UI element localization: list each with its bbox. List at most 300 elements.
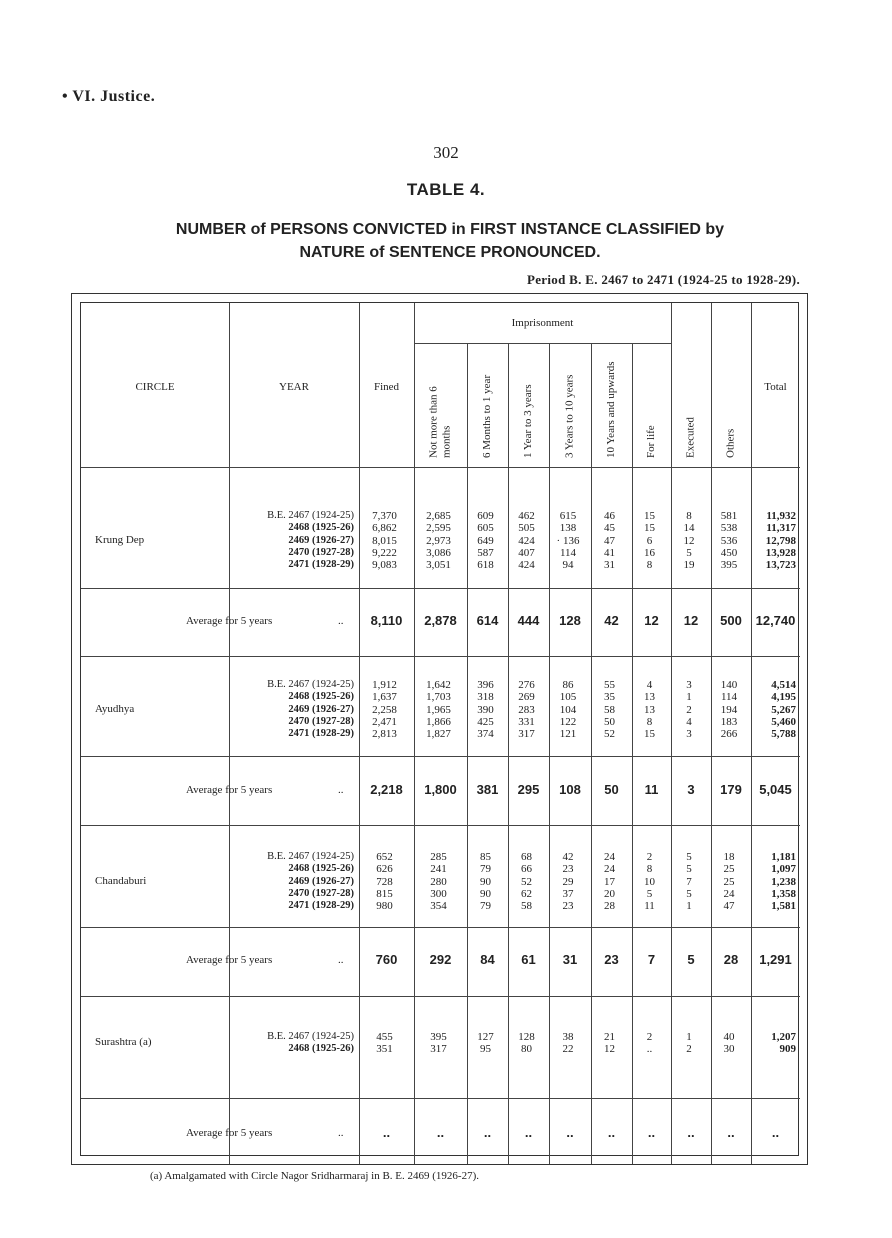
table-cell: 42 bbox=[562, 851, 574, 863]
table-cell: 538 bbox=[720, 522, 738, 535]
table-cell: 52 bbox=[604, 728, 615, 741]
table-cell: 50 bbox=[604, 715, 615, 728]
cell-not-more-6m bbox=[414, 679, 463, 740]
table-cell: 909 bbox=[779, 1043, 796, 1056]
table-cell: 14 bbox=[683, 522, 695, 535]
table-cell: 815 bbox=[376, 887, 393, 900]
table-cell: 38 bbox=[562, 1031, 574, 1043]
table-cell: 20 bbox=[604, 887, 615, 900]
cell-for-life bbox=[632, 679, 667, 740]
cell-y10-up bbox=[591, 510, 628, 571]
year-list bbox=[229, 851, 354, 912]
cell-y10-up bbox=[591, 679, 628, 740]
table-cell: 241 bbox=[430, 863, 447, 876]
average-y3-to-10y: 108 bbox=[559, 782, 581, 797]
table-cell: 105 bbox=[559, 691, 577, 704]
table-cell: 127 bbox=[477, 1031, 494, 1043]
cell-y10-up bbox=[591, 851, 628, 912]
average-others: 28 bbox=[723, 952, 739, 967]
table-cell: 4 bbox=[686, 715, 692, 728]
table-cell: 21 bbox=[604, 1031, 615, 1043]
table-cell: 24 bbox=[723, 887, 735, 900]
average-total: 5,045 bbox=[759, 782, 792, 797]
circle-name: Ayudhya bbox=[95, 702, 135, 715]
header-y10-up: 10 Years and upwards bbox=[605, 361, 617, 458]
average-dots: .. bbox=[338, 784, 344, 796]
table-cell: 395 bbox=[720, 559, 738, 572]
table-cell: 425 bbox=[477, 715, 494, 728]
average-y3-to-10y: 31 bbox=[562, 952, 578, 967]
table-cell: 1,866 bbox=[426, 715, 451, 728]
average-for-life: .. bbox=[647, 1125, 656, 1140]
table-cell: 462 bbox=[518, 510, 535, 522]
cell-not-more-6m bbox=[414, 851, 463, 912]
header-circle: CIRCLE bbox=[135, 381, 175, 393]
table-cell: 1,912 bbox=[372, 679, 397, 691]
table-cell: 424 bbox=[518, 559, 535, 572]
average-y10-up: 50 bbox=[604, 782, 619, 797]
average-y10-up: 23 bbox=[604, 952, 619, 967]
average-m6-to-1y: 614 bbox=[476, 613, 499, 628]
year-list bbox=[229, 510, 354, 571]
table-cell: 587 bbox=[477, 546, 494, 559]
table-cell: 505 bbox=[518, 522, 535, 535]
table-cell: 15 bbox=[644, 728, 655, 741]
table-frame bbox=[71, 293, 808, 1165]
table-title: TABLE 4. bbox=[406, 180, 486, 199]
average-rule bbox=[81, 1098, 800, 1099]
average-rule bbox=[81, 588, 800, 589]
table-cell: 47 bbox=[723, 900, 735, 913]
table-cell: 8 bbox=[646, 863, 653, 876]
average-fined: .. bbox=[382, 1125, 391, 1140]
imprisonment-rule bbox=[414, 343, 671, 344]
average-rule bbox=[81, 756, 800, 757]
table-cell: 1,238 bbox=[771, 875, 796, 888]
table-cell: 8 bbox=[646, 559, 653, 572]
table-cell: 283 bbox=[518, 703, 535, 716]
cell-total bbox=[751, 510, 796, 571]
table-cell: 2,813 bbox=[372, 728, 397, 741]
table-cell: 90 bbox=[480, 875, 491, 888]
table-cell: 29 bbox=[562, 875, 574, 888]
table-cell: 12 bbox=[604, 1043, 615, 1056]
cell-y1-to-3y bbox=[508, 851, 545, 912]
cell-fined bbox=[359, 1031, 410, 1056]
table-cell: 5,788 bbox=[771, 728, 796, 741]
table-cell: 2 bbox=[686, 703, 692, 716]
table-cell: 1,642 bbox=[426, 679, 451, 691]
table-cell: 35 bbox=[604, 691, 615, 704]
average-others: 179 bbox=[720, 782, 742, 797]
table-cell: 86 bbox=[562, 679, 574, 691]
cell-total bbox=[751, 851, 796, 912]
cell-y3-to-10y bbox=[549, 510, 587, 571]
table-cell: 615 bbox=[559, 510, 577, 522]
cell-not-more-6m bbox=[414, 510, 463, 571]
cell-m6-to-1y bbox=[467, 851, 504, 912]
table-cell: 7,370 bbox=[372, 510, 397, 522]
table-cell: 122 bbox=[559, 715, 577, 728]
table-cell: 980 bbox=[376, 900, 393, 913]
table-cell: 47 bbox=[604, 534, 615, 547]
header-y3-to-10y: 3 Years to 10 years bbox=[563, 374, 576, 458]
year-label: 2469 (1926-27) bbox=[288, 703, 354, 715]
table-cell: 8 bbox=[646, 715, 653, 728]
table-cell: 269 bbox=[518, 691, 535, 704]
table-cell: 5,460 bbox=[771, 715, 796, 728]
table-cell: 728 bbox=[376, 875, 393, 888]
header-total: Total bbox=[764, 381, 787, 393]
table-cell: 1,637 bbox=[372, 691, 397, 704]
average-m6-to-1y: 381 bbox=[476, 782, 499, 797]
table-cell: 285 bbox=[430, 851, 447, 863]
average-rule bbox=[81, 927, 800, 928]
average-not-more-6m: 2,878 bbox=[424, 613, 457, 628]
header-imprisonment: Imprisonment bbox=[511, 317, 574, 329]
table-cell: 1 bbox=[686, 1031, 692, 1043]
table-cell: 317 bbox=[518, 728, 535, 741]
table-cell: 8 bbox=[686, 510, 692, 522]
table-cell: 1,358 bbox=[771, 887, 796, 900]
table-cell: 183 bbox=[720, 715, 738, 728]
table-cell: 649 bbox=[477, 534, 494, 547]
table-cell: 30 bbox=[723, 1043, 735, 1056]
average-y1-to-3y: 444 bbox=[517, 613, 540, 628]
table-cell: 90 bbox=[480, 887, 491, 900]
header-for-life: For life bbox=[645, 425, 657, 458]
circle-name: Chandaburi bbox=[95, 874, 147, 887]
cell-fined bbox=[359, 510, 410, 571]
table-cell: 424 bbox=[518, 534, 535, 547]
header-not-more-6m: Not more than 6 months bbox=[427, 386, 453, 458]
table-cell: 450 bbox=[720, 546, 738, 559]
year-label: 2468 (1925-26) bbox=[288, 863, 354, 875]
table-cell: 3,086 bbox=[426, 546, 451, 559]
table-cell: 5 bbox=[646, 887, 653, 900]
year-label: 2471 (1928-29) bbox=[288, 559, 354, 571]
year-label: 2468 (1925-26) bbox=[288, 522, 354, 534]
table-cell: 1,207 bbox=[771, 1031, 796, 1043]
table-cell: 396 bbox=[477, 679, 494, 691]
cell-executed bbox=[671, 851, 707, 912]
table-cell: 19 bbox=[683, 559, 695, 572]
table-cell: 94 bbox=[562, 559, 574, 572]
table-cell: 5 bbox=[686, 851, 692, 863]
table-cell: 85 bbox=[480, 851, 491, 863]
table-cell: 15 bbox=[644, 510, 655, 522]
table-cell: 41 bbox=[604, 546, 615, 559]
cell-others bbox=[711, 510, 747, 571]
table-cell: 22 bbox=[562, 1043, 574, 1056]
table-cell: 104 bbox=[559, 703, 577, 716]
table-cell: 194 bbox=[720, 703, 738, 716]
average-not-more-6m: 1,800 bbox=[424, 782, 457, 797]
average-total: .. bbox=[771, 1125, 780, 1140]
table-cell: 318 bbox=[477, 691, 494, 704]
average-others: 500 bbox=[720, 613, 742, 628]
table-cell: 3,051 bbox=[426, 559, 451, 572]
cell-total bbox=[751, 679, 796, 740]
table-cell: 37 bbox=[562, 887, 574, 900]
average-label: Average for 5 years bbox=[186, 1127, 273, 1139]
table-cell: 66 bbox=[521, 863, 532, 876]
cell-y10-up bbox=[591, 1031, 628, 1056]
table-cell: 4 bbox=[646, 679, 653, 691]
table-cell: 121 bbox=[559, 728, 577, 741]
average-total: 12,740 bbox=[755, 613, 796, 628]
table-cell: 2,685 bbox=[426, 510, 451, 522]
header-fined: Fined bbox=[373, 381, 400, 393]
average-for-life: 12 bbox=[644, 613, 659, 628]
heading-line-1: NUMBER of PERSONS CONVICTED in FIRST INSTANCE CLASSIFIED by bbox=[175, 221, 725, 238]
table-heading bbox=[100, 218, 800, 264]
average-m6-to-1y: 84 bbox=[480, 952, 495, 967]
table-cell: 25 bbox=[723, 863, 735, 876]
table-cell: 114 bbox=[559, 546, 577, 559]
year-label: B.E. 2467 (1924-25) bbox=[267, 679, 354, 690]
table-cell: 317 bbox=[430, 1043, 447, 1056]
table-cell: 46 bbox=[604, 510, 615, 522]
table-cell: 581 bbox=[720, 510, 738, 522]
table-cell: 1,097 bbox=[771, 863, 796, 876]
page-number: 302 bbox=[433, 143, 459, 162]
table-cell: 15 bbox=[644, 522, 655, 535]
cell-y1-to-3y bbox=[508, 679, 545, 740]
year-label: B.E. 2467 (1924-25) bbox=[267, 510, 354, 521]
table-cell: 4,514 bbox=[771, 679, 796, 691]
cell-fined bbox=[359, 851, 410, 912]
table-cell: 52 bbox=[521, 875, 532, 888]
table-cell: · 136 bbox=[556, 534, 580, 547]
table-cell: 374 bbox=[477, 728, 494, 741]
heading-line-2: NATURE of SENTENCE PRONOUNCED. bbox=[299, 244, 601, 261]
average-total: 1,291 bbox=[759, 952, 792, 967]
table-cell: 62 bbox=[521, 887, 532, 900]
table-cell: 23 bbox=[562, 863, 574, 876]
section-rule bbox=[81, 656, 800, 657]
footnote: (a) Amalgamated with Circle Nagor Sridharmaraj in B. E. 2469 (1926-27). bbox=[150, 1170, 479, 1182]
table-cell: 1,181 bbox=[771, 851, 796, 863]
average-executed: 12 bbox=[683, 613, 699, 628]
cell-for-life bbox=[632, 510, 667, 571]
table-cell: 3 bbox=[686, 679, 692, 691]
period-line: Period B. E. 2467 to 2471 (1924-25 to 1928-29). bbox=[527, 272, 800, 287]
table-cell: 1,703 bbox=[426, 691, 451, 704]
table-cell: 390 bbox=[477, 703, 494, 716]
table-cell: 1,965 bbox=[426, 703, 451, 716]
table-cell: 351 bbox=[376, 1043, 393, 1056]
table-cell: 10 bbox=[644, 875, 655, 888]
table-cell: 16 bbox=[644, 546, 655, 559]
table-cell: 12,798 bbox=[765, 534, 796, 547]
average-y1-to-3y: .. bbox=[524, 1125, 533, 1140]
header-others: Others bbox=[724, 428, 737, 458]
table-cell: 618 bbox=[477, 559, 494, 572]
cell-total bbox=[751, 1031, 796, 1056]
average-dots: .. bbox=[338, 1127, 344, 1139]
table-cell: 2,595 bbox=[426, 522, 451, 535]
average-y10-up: .. bbox=[607, 1125, 616, 1140]
table-cell: 1 bbox=[686, 900, 692, 913]
year-label: 2471 (1928-29) bbox=[288, 728, 354, 740]
table-cell: 2 bbox=[646, 1031, 653, 1043]
table-cell: 31 bbox=[604, 559, 615, 572]
cell-m6-to-1y bbox=[467, 1031, 504, 1056]
table-cell: 609 bbox=[477, 510, 494, 522]
year-label: 2468 (1925-26) bbox=[288, 1043, 354, 1055]
table-cell: 5 bbox=[686, 863, 692, 876]
table-cell: 2,258 bbox=[372, 703, 397, 716]
statistics-table bbox=[80, 302, 799, 1156]
table-cell: 626 bbox=[376, 863, 393, 876]
table-cell: 12 bbox=[683, 534, 695, 547]
table-cell: 9,083 bbox=[372, 559, 397, 572]
year-label: B.E. 2467 (1924-25) bbox=[267, 851, 354, 862]
table-cell: 7 bbox=[686, 875, 692, 888]
table-cell: 114 bbox=[720, 691, 738, 704]
average-fined: 8,110 bbox=[370, 613, 403, 628]
table-cell: 652 bbox=[376, 851, 393, 863]
average-y3-to-10y: 128 bbox=[559, 613, 581, 628]
cell-executed bbox=[671, 1031, 707, 1056]
table-cell: 58 bbox=[604, 703, 615, 716]
average-for-life: 7 bbox=[647, 952, 656, 967]
cell-y3-to-10y bbox=[549, 1031, 587, 1056]
year-label: 2470 (1927-28) bbox=[288, 715, 354, 727]
average-y1-to-3y: 61 bbox=[521, 952, 536, 967]
average-label: Average for 5 years bbox=[186, 784, 273, 796]
cell-others bbox=[711, 1031, 747, 1056]
table-cell: 266 bbox=[720, 728, 738, 741]
table-cell: 280 bbox=[430, 875, 447, 888]
cell-not-more-6m bbox=[414, 1031, 463, 1056]
cell-m6-to-1y bbox=[467, 679, 504, 740]
average-fined: 760 bbox=[375, 952, 398, 967]
table-cell: 140 bbox=[720, 679, 738, 691]
header-rule bbox=[81, 467, 800, 468]
table-cell: 58 bbox=[521, 900, 532, 913]
table-cell: 6 bbox=[646, 534, 653, 547]
average-dots: .. bbox=[338, 954, 344, 966]
table-cell: 79 bbox=[480, 863, 491, 876]
table-cell: 5 bbox=[686, 887, 692, 900]
cell-y3-to-10y bbox=[549, 851, 587, 912]
section-rule bbox=[81, 825, 800, 826]
average-not-more-6m: 292 bbox=[429, 952, 452, 967]
table-cell: 128 bbox=[518, 1031, 535, 1043]
average-label: Average for 5 years bbox=[186, 615, 273, 627]
table-cell: 13 bbox=[644, 703, 655, 716]
year-list bbox=[229, 679, 354, 740]
cell-y1-to-3y bbox=[508, 1031, 545, 1056]
table-cell: 25 bbox=[723, 875, 735, 888]
table-cell: 45 bbox=[604, 522, 615, 535]
table-cell: 40 bbox=[723, 1031, 735, 1043]
average-not-more-6m: .. bbox=[436, 1125, 445, 1140]
table-cell: 55 bbox=[604, 679, 615, 691]
table-cell: 11,317 bbox=[766, 522, 796, 535]
average-executed: 3 bbox=[687, 782, 695, 797]
average-for-life: 11 bbox=[644, 782, 659, 797]
table-cell: 8,015 bbox=[372, 534, 397, 547]
table-cell: 28 bbox=[604, 900, 615, 913]
average-executed: .. bbox=[687, 1125, 695, 1140]
header-executed: Executed bbox=[684, 417, 697, 458]
table-cell: 1 bbox=[686, 691, 692, 704]
year-label: 2471 (1928-29) bbox=[288, 900, 354, 912]
cell-m6-to-1y bbox=[467, 510, 504, 571]
table-cell: 11,932 bbox=[766, 510, 796, 522]
table-cell: 138 bbox=[559, 522, 577, 535]
year-label: 2469 (1926-27) bbox=[288, 534, 354, 546]
circle-name: Surashtra (a) bbox=[95, 1036, 152, 1049]
table-cell: 18 bbox=[723, 851, 735, 863]
year-list bbox=[229, 1031, 354, 1056]
cell-executed bbox=[671, 679, 707, 740]
table-cell: 536 bbox=[720, 534, 738, 547]
section-rule bbox=[81, 996, 800, 997]
table-cell: 13 bbox=[644, 691, 655, 704]
average-executed: 5 bbox=[687, 952, 695, 967]
table-cell: 13,723 bbox=[765, 559, 796, 572]
year-label: 2470 (1927-28) bbox=[288, 887, 354, 899]
table-cell: 395 bbox=[430, 1031, 447, 1043]
cell-y3-to-10y bbox=[549, 679, 587, 740]
average-fined: 2,218 bbox=[370, 782, 403, 797]
table-cell: 1,581 bbox=[771, 900, 796, 913]
table-cell: 2 bbox=[686, 1043, 692, 1056]
cell-for-life bbox=[632, 851, 667, 912]
header-year: YEAR bbox=[279, 381, 309, 393]
table-cell: 11 bbox=[644, 900, 655, 913]
average-y10-up: 42 bbox=[604, 613, 619, 628]
table-cell: 24 bbox=[604, 863, 615, 876]
table-cell: 9,222 bbox=[372, 546, 397, 559]
circle-name: Krung Dep bbox=[95, 533, 145, 546]
header-m6-to-1y: 6 Months to 1 year bbox=[481, 374, 493, 458]
cell-others bbox=[711, 851, 747, 912]
table-cell: 5 bbox=[686, 546, 692, 559]
section-title: • VI. Justice. bbox=[62, 88, 156, 105]
table-cell: 80 bbox=[521, 1043, 532, 1056]
year-label: B.E. 2467 (1924-25) bbox=[267, 1031, 354, 1042]
table-cell: 3 bbox=[686, 728, 692, 741]
cell-for-life bbox=[632, 1031, 667, 1056]
table-cell: 23 bbox=[562, 900, 574, 913]
table-cell: 17 bbox=[604, 875, 615, 888]
table-cell: 407 bbox=[518, 546, 535, 559]
year-label: 2468 (1925-26) bbox=[288, 691, 354, 703]
table-cell: 605 bbox=[477, 522, 494, 535]
year-label: 2469 (1926-27) bbox=[288, 875, 354, 887]
cell-others bbox=[711, 679, 747, 740]
table-cell: .. bbox=[646, 1043, 653, 1056]
table-cell: 24 bbox=[604, 851, 615, 863]
table-cell: 1,827 bbox=[426, 728, 451, 741]
average-others: .. bbox=[727, 1125, 735, 1140]
table-cell: 13,928 bbox=[765, 546, 796, 559]
average-y1-to-3y: 295 bbox=[517, 782, 540, 797]
cell-fined bbox=[359, 679, 410, 740]
cell-y1-to-3y bbox=[508, 510, 545, 571]
table-cell: 300 bbox=[430, 887, 447, 900]
table-cell: 79 bbox=[480, 900, 491, 913]
table-cell: 6,862 bbox=[372, 522, 397, 535]
average-dots: .. bbox=[338, 615, 344, 627]
average-y3-to-10y: .. bbox=[566, 1125, 574, 1140]
table-cell: 5,267 bbox=[771, 703, 796, 716]
